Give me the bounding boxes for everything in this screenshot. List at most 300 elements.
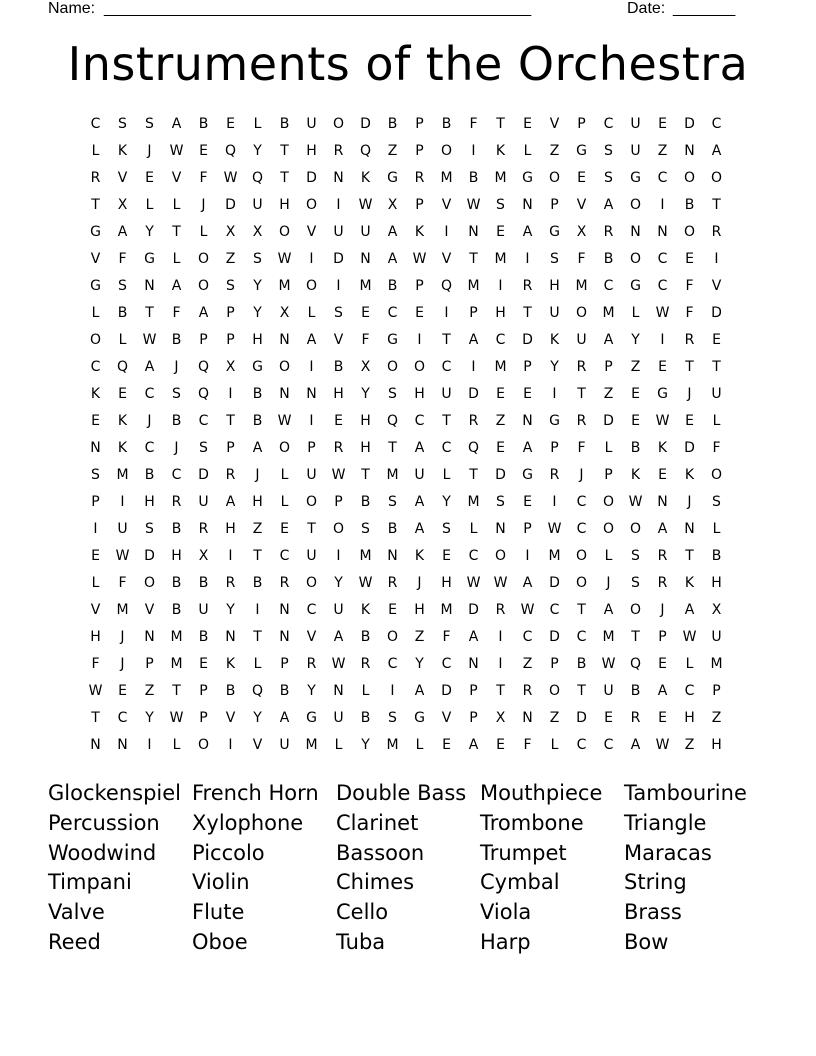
- grid-letter: I: [471, 143, 476, 159]
- grid-letter: L: [307, 305, 316, 321]
- grid-letter: K: [495, 143, 506, 159]
- grid-letter: C: [414, 413, 425, 429]
- grid-letter: R: [225, 575, 236, 591]
- grid-letter: R: [657, 548, 668, 564]
- grid-letter: D: [441, 683, 452, 699]
- grid-letter: H: [441, 575, 452, 591]
- grid-letter: M: [386, 467, 399, 483]
- grid-letter: A: [711, 143, 722, 159]
- grid-letter: V: [441, 710, 452, 726]
- word-bank-item: Triangle: [624, 810, 707, 835]
- grid-letter: R: [657, 575, 668, 591]
- grid-letter: G: [90, 278, 101, 294]
- grid-letter: I: [336, 197, 341, 213]
- grid-letter: N: [90, 737, 101, 753]
- word-bank-item: Xylophone: [192, 810, 304, 835]
- grid-letter: J: [120, 656, 125, 672]
- grid-letter: B: [144, 467, 155, 483]
- grid-letter: O: [278, 224, 291, 240]
- grid-letter: Y: [145, 710, 154, 726]
- word-bank-item: Cello: [336, 900, 389, 925]
- grid-letter: T: [172, 224, 181, 240]
- word-bank-item: Glockenspiel: [48, 781, 182, 805]
- grid-letter: N: [522, 197, 533, 213]
- grid-letter: C: [441, 359, 452, 375]
- grid-letter: Z: [630, 359, 641, 375]
- grid-letter: T: [442, 413, 451, 429]
- grid-letter: M: [710, 656, 723, 672]
- grid-letter: Z: [603, 386, 614, 402]
- grid-letter: I: [525, 251, 530, 267]
- grid-letter: S: [145, 116, 154, 132]
- grid-letter: R: [306, 656, 317, 672]
- grid-letter: W: [169, 143, 184, 159]
- grid-letter: P: [469, 683, 478, 699]
- grid-letter: G: [414, 710, 425, 726]
- grid-letter: B: [171, 602, 182, 618]
- grid-letter: A: [603, 602, 614, 618]
- grid-letter: H: [684, 710, 695, 726]
- grid-letter: C: [603, 278, 614, 294]
- grid-letter: E: [712, 332, 721, 348]
- grid-letter: W: [223, 170, 238, 186]
- grid-letter: P: [604, 359, 613, 375]
- grid-letter: L: [550, 737, 559, 753]
- grid-letter: F: [361, 332, 370, 348]
- grid-letter: O: [197, 737, 210, 753]
- grid-letter: G: [522, 170, 533, 186]
- grid-letter: K: [360, 602, 371, 618]
- grid-letter: K: [630, 467, 641, 483]
- grid-letter: R: [279, 575, 290, 591]
- grid-letter: H: [90, 629, 101, 645]
- grid-letter: E: [199, 656, 208, 672]
- grid-letter: L: [685, 656, 694, 672]
- grid-letter: V: [441, 251, 452, 267]
- grid-letter: R: [171, 494, 182, 510]
- grid-letter: G: [522, 467, 533, 483]
- grid-letter: O: [629, 602, 642, 618]
- grid-letter: D: [684, 440, 695, 456]
- grid-letter: Z: [225, 251, 236, 267]
- grid-letter: X: [225, 359, 236, 375]
- grid-letter: X: [225, 224, 236, 240]
- grid-letter: I: [309, 251, 314, 267]
- grid-letter: K: [684, 575, 695, 591]
- grid-letter: O: [332, 116, 345, 132]
- grid-letter: K: [684, 467, 695, 483]
- grid-letter: R: [576, 413, 587, 429]
- grid-letter: L: [604, 548, 613, 564]
- grid-letter: A: [684, 602, 695, 618]
- grid-letter: L: [712, 521, 721, 537]
- grid-letter: K: [117, 143, 128, 159]
- grid-letter: G: [387, 332, 398, 348]
- grid-letter: F: [469, 116, 478, 132]
- grid-letter: T: [577, 683, 586, 699]
- grid-letter: C: [144, 440, 155, 456]
- grid-letter: C: [576, 494, 587, 510]
- grid-letter: R: [333, 143, 344, 159]
- grid-letter: B: [468, 170, 479, 186]
- grid-letter: V: [441, 197, 452, 213]
- grid-letter: W: [466, 575, 481, 591]
- grid-letter: U: [711, 386, 722, 402]
- grid-letter: P: [199, 683, 208, 699]
- grid-letter: A: [468, 737, 479, 753]
- grid-letter: T: [280, 143, 289, 159]
- grid-letter: J: [606, 575, 611, 591]
- grid-letter: U: [630, 116, 641, 132]
- grid-letter: C: [90, 116, 101, 132]
- grid-letter: M: [170, 629, 183, 645]
- grid-letter: J: [147, 413, 152, 429]
- grid-letter: S: [253, 251, 262, 267]
- grid-letter: L: [145, 197, 154, 213]
- grid-letter: N: [333, 683, 344, 699]
- grid-letter: K: [657, 440, 668, 456]
- grid-letter: L: [523, 143, 532, 159]
- grid-letter: F: [199, 170, 208, 186]
- grid-letter: W: [682, 629, 697, 645]
- grid-letter: C: [711, 116, 722, 132]
- grid-letter: S: [118, 278, 127, 294]
- grid-letter: I: [228, 737, 233, 753]
- grid-letter: G: [549, 413, 560, 429]
- grid-letter: L: [253, 116, 262, 132]
- grid-letter: Q: [629, 656, 642, 672]
- grid-letter: O: [332, 521, 345, 537]
- grid-letter: Y: [361, 737, 370, 753]
- grid-letter: D: [468, 386, 479, 402]
- grid-letter: B: [171, 332, 182, 348]
- grid-letter: H: [252, 494, 263, 510]
- grid-letter: W: [169, 710, 184, 726]
- word-bank-item: Valve: [48, 900, 105, 925]
- grid-letter: V: [225, 710, 236, 726]
- grid-letter: E: [631, 386, 640, 402]
- grid-letter: L: [91, 305, 100, 321]
- grid-letter: M: [359, 278, 372, 294]
- grid-letter: T: [496, 116, 505, 132]
- grid-letter: N: [90, 440, 101, 456]
- grid-letter: T: [685, 359, 694, 375]
- grid-letter: P: [415, 116, 424, 132]
- grid-letter: T: [91, 197, 100, 213]
- grid-letter: C: [603, 116, 614, 132]
- grid-letter: Y: [415, 656, 424, 672]
- grid-letter: B: [171, 575, 182, 591]
- grid-letter: V: [549, 116, 560, 132]
- grid-letter: J: [687, 494, 692, 510]
- grid-letter: E: [658, 710, 667, 726]
- grid-letter: E: [361, 305, 370, 321]
- grid-letter: I: [309, 413, 314, 429]
- grid-letter: T: [280, 170, 289, 186]
- grid-letter: U: [333, 710, 344, 726]
- grid-letter: Y: [253, 278, 262, 294]
- grid-letter: W: [142, 332, 157, 348]
- grid-letter: I: [336, 278, 341, 294]
- grid-letter: J: [174, 440, 179, 456]
- grid-letter: I: [390, 683, 395, 699]
- grid-letter: X: [117, 197, 128, 213]
- date-blank-line: _______: [673, 0, 736, 17]
- grid-letter: P: [523, 359, 532, 375]
- word-bank-item: Percussion: [48, 810, 160, 835]
- word-bank-item: Trumpet: [480, 840, 567, 865]
- grid-letter: W: [601, 656, 616, 672]
- grid-letter: B: [252, 575, 263, 591]
- grid-letter: P: [469, 305, 478, 321]
- grid-letter: L: [172, 197, 181, 213]
- grid-letter: G: [387, 170, 398, 186]
- grid-letter: N: [279, 386, 290, 402]
- grid-letter: P: [415, 143, 424, 159]
- grid-letter: M: [575, 278, 588, 294]
- grid-letter: B: [279, 116, 290, 132]
- grid-letter: P: [280, 656, 289, 672]
- grid-letter: Y: [307, 683, 316, 699]
- grid-letter: O: [305, 575, 318, 591]
- grid-letter: W: [466, 197, 481, 213]
- grid-letter: N: [684, 521, 695, 537]
- grid-letter: O: [305, 197, 318, 213]
- grid-letter: B: [225, 683, 236, 699]
- grid-letter: E: [145, 170, 154, 186]
- grid-letter: C: [576, 521, 587, 537]
- grid-letter: M: [602, 305, 615, 321]
- grid-letter: W: [331, 467, 346, 483]
- grid-letter: T: [631, 629, 640, 645]
- grid-letter: K: [117, 440, 128, 456]
- grid-letter: Z: [522, 656, 533, 672]
- grid-letter: E: [631, 413, 640, 429]
- grid-letter: M: [467, 494, 480, 510]
- grid-letter: N: [657, 224, 668, 240]
- word-bank-item: Mouthpiece: [480, 781, 603, 805]
- grid-letter: L: [415, 737, 424, 753]
- grid-letter: A: [630, 737, 641, 753]
- grid-letter: P: [145, 656, 154, 672]
- grid-letter: Y: [253, 710, 262, 726]
- grid-letter: G: [549, 224, 560, 240]
- grid-letter: G: [630, 170, 641, 186]
- grid-letter: R: [603, 224, 614, 240]
- grid-letter: Z: [495, 413, 506, 429]
- grid-letter: D: [333, 251, 344, 267]
- grid-letter: T: [523, 305, 532, 321]
- grid-letter: G: [306, 710, 317, 726]
- grid-letter: X: [576, 224, 587, 240]
- grid-letter: O: [197, 278, 210, 294]
- grid-letter: T: [172, 683, 181, 699]
- grid-letter: P: [226, 440, 235, 456]
- word-bank-item: Woodwind: [48, 840, 157, 865]
- grid-letter: W: [655, 413, 670, 429]
- grid-letter: I: [498, 629, 503, 645]
- grid-letter: H: [711, 575, 722, 591]
- grid-letter: A: [387, 251, 398, 267]
- grid-letter: L: [361, 683, 370, 699]
- grid-letter: Z: [252, 521, 263, 537]
- worksheet-header: [48, 0, 748, 20]
- name-blank-line: ________________________________________________: [104, 0, 532, 17]
- grid-letter: M: [494, 359, 507, 375]
- grid-letter: B: [171, 521, 182, 537]
- grid-letter: V: [117, 170, 128, 186]
- grid-letter: U: [306, 548, 317, 564]
- grid-letter: R: [576, 359, 587, 375]
- grid-letter: A: [117, 224, 128, 240]
- grid-letter: I: [552, 494, 557, 510]
- grid-letter: Z: [387, 143, 398, 159]
- grid-letter: I: [498, 278, 503, 294]
- grid-letter: S: [145, 521, 154, 537]
- grid-letter: B: [603, 251, 614, 267]
- grid-letter: R: [684, 332, 695, 348]
- word-bank-item: Double Bass: [336, 781, 467, 805]
- grid-letter: Q: [251, 683, 264, 699]
- grid-letter: J: [687, 386, 692, 402]
- page-title: Instruments of the Orchestra: [67, 37, 749, 91]
- word-bank-item: Violin: [192, 870, 250, 895]
- grid-letter: T: [469, 467, 478, 483]
- grid-letter: U: [279, 737, 290, 753]
- grid-letter: C: [441, 440, 452, 456]
- grid-letter: J: [255, 467, 260, 483]
- grid-letter: E: [388, 602, 397, 618]
- grid-letter: G: [144, 251, 155, 267]
- grid-letter: S: [712, 494, 721, 510]
- grid-letter: N: [468, 656, 479, 672]
- grid-letter: B: [387, 278, 398, 294]
- word-bank-item: Oboe: [192, 929, 248, 954]
- grid-letter: B: [279, 683, 290, 699]
- grid-letter: P: [712, 683, 721, 699]
- grid-letter: O: [629, 197, 642, 213]
- grid-letter: A: [414, 521, 425, 537]
- grid-letter: A: [414, 683, 425, 699]
- grid-letter: J: [147, 143, 152, 159]
- grid-letter: E: [658, 116, 667, 132]
- grid-letter: M: [440, 602, 453, 618]
- word-bank-item: Viola: [480, 900, 532, 925]
- word-search-grid: [82, 111, 730, 759]
- grid-letter: U: [117, 521, 128, 537]
- grid-letter: W: [331, 656, 346, 672]
- grid-letter: P: [226, 305, 235, 321]
- grid-letter: P: [199, 710, 208, 726]
- grid-letter: A: [414, 494, 425, 510]
- grid-letter: X: [387, 197, 398, 213]
- grid-letter: A: [522, 224, 533, 240]
- grid-letter: A: [333, 629, 344, 645]
- grid-letter: S: [550, 251, 559, 267]
- grid-letter: C: [522, 629, 533, 645]
- grid-letter: M: [467, 278, 480, 294]
- grid-letter: E: [685, 413, 694, 429]
- grid-letter: B: [198, 575, 209, 591]
- grid-letter: S: [604, 143, 613, 159]
- grid-letter: D: [549, 629, 560, 645]
- grid-letter: E: [226, 116, 235, 132]
- grid-letter: B: [684, 197, 695, 213]
- grid-letter: U: [198, 494, 209, 510]
- grid-letter: U: [576, 332, 587, 348]
- grid-letter: N: [333, 170, 344, 186]
- grid-letter: Y: [334, 575, 343, 591]
- grid-letter: O: [575, 575, 588, 591]
- grid-letter: O: [413, 359, 426, 375]
- grid-letter: E: [658, 467, 667, 483]
- grid-letter: L: [91, 143, 100, 159]
- grid-letter: S: [388, 710, 397, 726]
- grid-letter: I: [525, 548, 530, 564]
- grid-letter: E: [199, 143, 208, 159]
- grid-letter: B: [117, 305, 128, 321]
- grid-letter: D: [306, 170, 317, 186]
- grid-letter: Z: [549, 143, 560, 159]
- grid-letter: I: [471, 359, 476, 375]
- grid-letter: E: [496, 737, 505, 753]
- grid-letter: W: [493, 575, 508, 591]
- grid-letter: E: [523, 386, 532, 402]
- grid-letter: B: [198, 629, 209, 645]
- grid-letter: A: [144, 359, 155, 375]
- grid-letter: D: [144, 548, 155, 564]
- grid-letter: D: [522, 332, 533, 348]
- grid-letter: C: [117, 710, 128, 726]
- grid-letter: M: [116, 602, 129, 618]
- grid-letter: T: [712, 197, 721, 213]
- grid-letter: Y: [361, 386, 370, 402]
- grid-letter: C: [306, 602, 317, 618]
- grid-letter: D: [225, 197, 236, 213]
- grid-letter: S: [91, 467, 100, 483]
- grid-letter: S: [172, 386, 181, 402]
- grid-letter: C: [576, 737, 587, 753]
- grid-letter: G: [90, 224, 101, 240]
- grid-letter: W: [115, 548, 130, 564]
- grid-letter: Q: [224, 143, 237, 159]
- date-label: Date:: [627, 0, 666, 17]
- grid-letter: A: [171, 116, 182, 132]
- grid-letter: I: [714, 251, 719, 267]
- grid-letter: A: [414, 440, 425, 456]
- grid-letter: O: [386, 629, 399, 645]
- grid-letter: L: [604, 440, 613, 456]
- grid-letter: H: [171, 548, 182, 564]
- grid-letter: U: [252, 197, 263, 213]
- grid-letter: U: [306, 467, 317, 483]
- grid-letter: R: [225, 467, 236, 483]
- grid-letter: D: [198, 467, 209, 483]
- grid-letter: F: [523, 737, 532, 753]
- grid-letter: W: [358, 197, 373, 213]
- grid-letter: E: [685, 251, 694, 267]
- grid-letter: R: [495, 602, 506, 618]
- grid-letter: X: [198, 548, 209, 564]
- grid-letter: T: [253, 629, 262, 645]
- grid-letter: T: [145, 305, 154, 321]
- grid-letter: H: [252, 332, 263, 348]
- grid-letter: B: [387, 521, 398, 537]
- grid-letter: D: [711, 305, 722, 321]
- grid-letter: T: [226, 413, 235, 429]
- grid-letter: T: [685, 548, 694, 564]
- grid-letter: N: [387, 548, 398, 564]
